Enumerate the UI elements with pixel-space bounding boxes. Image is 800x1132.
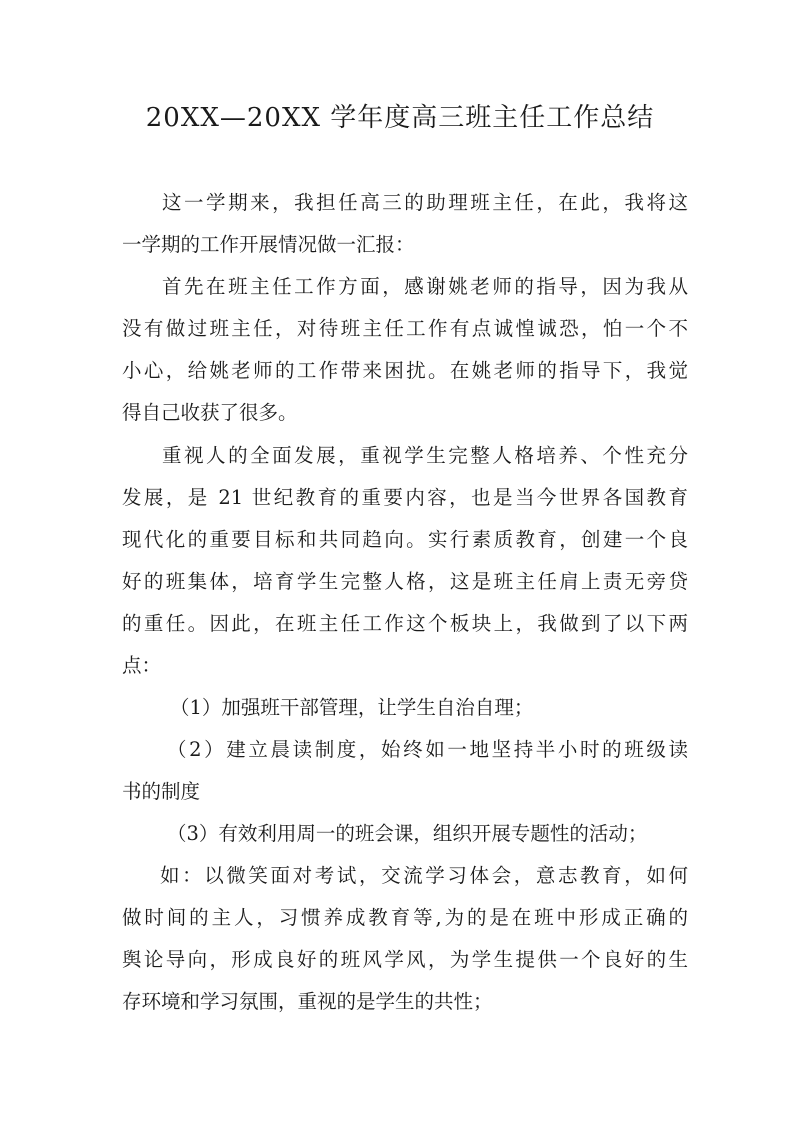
paragraph-line: 的重任。因此，在班主任工作这个板块上，我做到了以下两	[122, 612, 688, 635]
paragraph-line: 首先在班主任工作方面，感谢姚老师的指导，因为我从	[162, 275, 688, 298]
list-item-1: （1）加强班干部管理，让学生自治自理；	[170, 696, 534, 719]
paragraph-line: 点：	[122, 654, 162, 677]
list-item-2: （2）建立晨读制度，始终如一地坚持半小时的班级读	[167, 738, 688, 761]
list-item-3: （3）有效利用周一的班会课，组织开展专题性的活动；	[167, 822, 648, 845]
paragraph-line: 小心，给姚老师的工作带来困扰。在姚老师的指导下，我觉	[122, 359, 688, 382]
paragraph-line: 重视人的全面发展，重视学生完整人格培养、个性充分	[162, 444, 688, 467]
paragraph-line: 这一学期来，我担任高三的助理班主任，在此，我将这	[162, 191, 688, 214]
paragraph-line: 没有做过班主任，对待班主任工作有点诚惶诚恐，怕一个不	[122, 317, 688, 340]
paragraph-line: 做时间的主人，习惯养成教育等,为的是在班中形成正确的	[122, 906, 688, 929]
paragraph-line: 好的班集体，培育学生完整人格，这是班主任肩上责无旁贷	[122, 570, 688, 593]
paragraph-line: 发展，是 21 世纪教育的重要内容，也是当今世界各国教育	[122, 486, 688, 509]
paragraph-line: 现代化的重要目标和共同趋向。实行素质教育，创建一个良	[122, 528, 688, 551]
paragraph-line: 得自己收获了很多。	[122, 401, 298, 424]
paragraph-line: 书的制度	[122, 780, 201, 803]
paragraph-line: 舆论导向，形成良好的班风学风，为学生提供一个良好的生	[122, 948, 688, 971]
paragraph-line: 一学期的工作开展情况做一汇报：	[122, 233, 415, 256]
paragraph-line: 存环境和学习氛围，重视的是学生的共性；	[122, 990, 493, 1013]
paragraph-line: 如：以微笑面对考试，交流学习体会，意志教育，如何	[160, 864, 688, 887]
document-title: 20XX—20XX 学年度高三班主任工作总结	[145, 103, 655, 133]
